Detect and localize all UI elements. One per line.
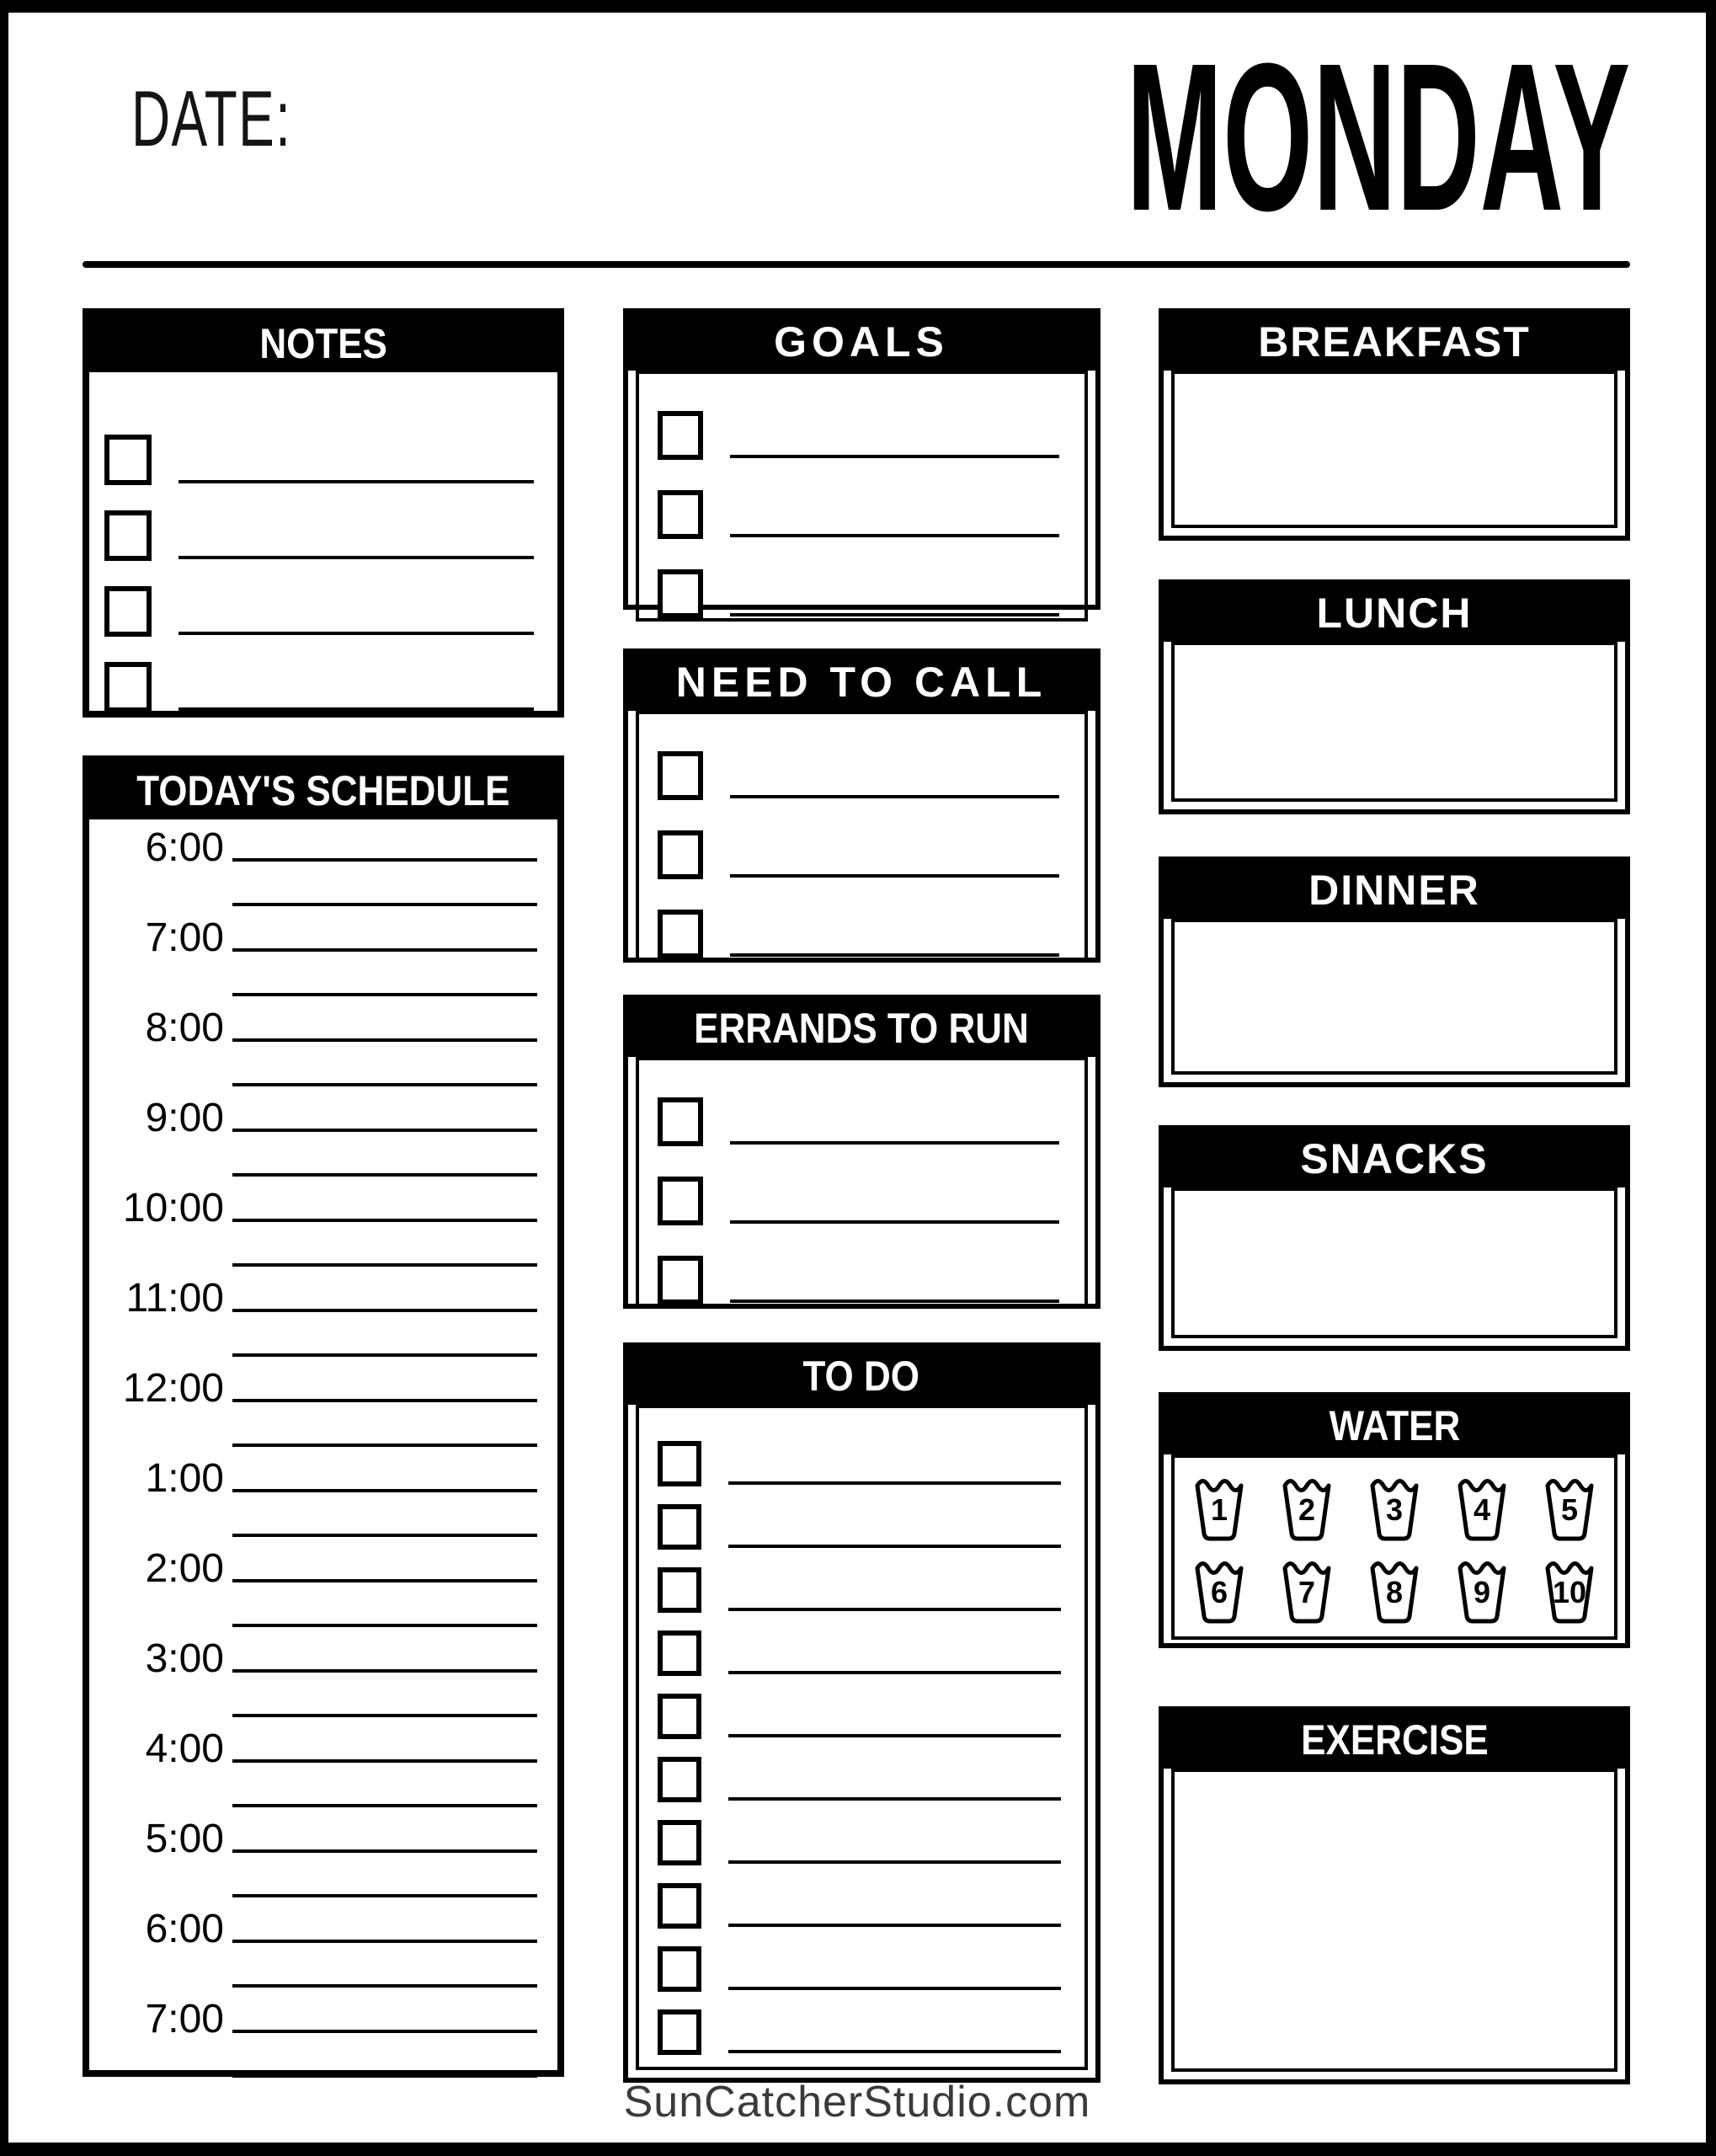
goals-header bbox=[628, 313, 1095, 371]
water-cup-icon[interactable] bbox=[1456, 1554, 1508, 1625]
schedule-line[interactable] bbox=[232, 1083, 537, 1086]
time-label: 11:00 bbox=[125, 1275, 224, 1321]
checklist-row bbox=[89, 409, 557, 485]
goals-title: GOALS bbox=[774, 318, 949, 366]
dinner-write-area[interactable] bbox=[1171, 919, 1617, 1075]
water-cup-row bbox=[1193, 1554, 1596, 1625]
time-label: 7:00 bbox=[145, 915, 224, 960]
cup-number: 7 bbox=[1298, 1575, 1316, 1609]
notes-body bbox=[89, 372, 557, 712]
right-column bbox=[1159, 308, 1630, 2084]
checklist-row bbox=[89, 485, 557, 561]
checkbox[interactable] bbox=[658, 1097, 703, 1146]
write-line[interactable] bbox=[730, 455, 1059, 458]
schedule-half-row bbox=[98, 2036, 537, 2082]
schedule-line[interactable] bbox=[232, 1940, 537, 1943]
time-label: 2:00 bbox=[145, 1545, 224, 1591]
water-cup-icon[interactable] bbox=[1193, 1471, 1245, 1542]
checklist-row bbox=[639, 879, 1084, 958]
write-line[interactable] bbox=[730, 1141, 1059, 1145]
errands-header bbox=[628, 1000, 1095, 1057]
water-cup-icon[interactable] bbox=[1193, 1554, 1245, 1625]
write-line[interactable] bbox=[728, 1671, 1061, 1674]
schedule-row bbox=[98, 1991, 537, 2041]
day-title: MONDAY bbox=[1126, 19, 1630, 254]
cup-number: 6 bbox=[1210, 1575, 1228, 1609]
checklist-row bbox=[639, 721, 1084, 800]
notes-title: NOTES bbox=[259, 320, 387, 367]
cup-number: 9 bbox=[1473, 1575, 1491, 1609]
time-label: 7:00 bbox=[145, 1996, 224, 2041]
middle-column bbox=[623, 308, 1100, 2084]
schedule-line[interactable] bbox=[232, 1353, 537, 1357]
checkbox[interactable] bbox=[658, 569, 703, 618]
checkbox[interactable] bbox=[658, 1504, 701, 1550]
schedule-half-row bbox=[98, 955, 537, 1001]
schedule-row bbox=[98, 819, 537, 870]
write-line[interactable] bbox=[730, 953, 1059, 957]
checklist-row bbox=[639, 1613, 1084, 1676]
schedule-row bbox=[98, 1360, 537, 1411]
schedule-half-row bbox=[98, 1676, 537, 1721]
checkbox[interactable] bbox=[658, 2009, 701, 2055]
checkbox[interactable] bbox=[658, 1630, 701, 1676]
schedule-line[interactable] bbox=[232, 1309, 537, 1312]
write-line[interactable] bbox=[728, 1987, 1061, 1990]
water-tracker bbox=[1171, 1454, 1617, 1640]
schedule-half-row bbox=[98, 1135, 537, 1181]
cup-number: 2 bbox=[1298, 1492, 1316, 1527]
schedule-row bbox=[98, 1721, 537, 1771]
checklist-row bbox=[639, 1067, 1084, 1146]
cup-number: 10 bbox=[1552, 1575, 1587, 1609]
water-cup-icon[interactable] bbox=[1456, 1471, 1508, 1542]
write-line[interactable] bbox=[179, 707, 534, 711]
schedule-line[interactable] bbox=[232, 1399, 537, 1402]
schedule-line[interactable] bbox=[232, 1984, 537, 1988]
water-header bbox=[1164, 1397, 1625, 1454]
cup-number: 5 bbox=[1560, 1492, 1579, 1527]
goals-section bbox=[623, 308, 1100, 610]
water-cup-icon[interactable] bbox=[1281, 1471, 1333, 1542]
write-line[interactable] bbox=[730, 613, 1059, 616]
schedule-line[interactable] bbox=[232, 1219, 537, 1222]
schedule-half-row bbox=[98, 1856, 537, 1902]
left-column bbox=[83, 308, 564, 2084]
checkbox[interactable] bbox=[104, 435, 152, 485]
checkbox[interactable] bbox=[658, 1883, 701, 1929]
breakfast-title: BREAKFAST bbox=[1258, 318, 1531, 366]
schedule-row bbox=[98, 1270, 537, 1321]
write-line[interactable] bbox=[730, 874, 1059, 878]
time-label: 1:00 bbox=[145, 1455, 224, 1501]
checkbox[interactable] bbox=[658, 490, 703, 539]
checklist-row bbox=[639, 1423, 1084, 1486]
schedule-line[interactable] bbox=[232, 1173, 537, 1177]
checkbox[interactable] bbox=[658, 830, 703, 879]
lunch-section bbox=[1159, 579, 1630, 814]
schedule-line[interactable] bbox=[232, 1129, 537, 1132]
write-line[interactable] bbox=[728, 1608, 1061, 1611]
cup-number: 3 bbox=[1385, 1492, 1404, 1527]
time-label: 9:00 bbox=[145, 1095, 224, 1140]
lunch-header bbox=[1164, 584, 1625, 642]
schedule-title: TODAY'S SCHEDULE bbox=[136, 767, 510, 814]
lunch-write-area[interactable] bbox=[1171, 642, 1617, 802]
exercise-title: EXERCISE bbox=[1300, 1716, 1489, 1764]
checkbox[interactable] bbox=[104, 586, 152, 637]
write-line[interactable] bbox=[728, 1860, 1061, 1864]
dinner-header bbox=[1164, 862, 1625, 919]
errands-body bbox=[636, 1057, 1088, 1308]
water-cup-icon[interactable] bbox=[1368, 1471, 1420, 1542]
schedule-line[interactable] bbox=[232, 1849, 537, 1853]
breakfast-write-area[interactable] bbox=[1171, 371, 1617, 528]
exercise-section bbox=[1159, 1706, 1630, 2084]
schedule-line[interactable] bbox=[232, 1804, 537, 1807]
schedule-row bbox=[98, 1450, 537, 1501]
snacks-title: SNACKS bbox=[1300, 1135, 1489, 1182]
cup-number: 4 bbox=[1473, 1492, 1491, 1527]
schedule-section bbox=[83, 755, 564, 2077]
header-divider bbox=[83, 261, 1630, 268]
dinner-title: DINNER bbox=[1308, 867, 1480, 914]
write-line[interactable] bbox=[728, 1734, 1061, 1737]
write-line[interactable] bbox=[730, 795, 1059, 798]
need-to-call-body bbox=[636, 711, 1088, 962]
schedule-line[interactable] bbox=[232, 993, 537, 996]
schedule-line[interactable] bbox=[232, 858, 537, 862]
time-label: 6:00 bbox=[145, 825, 224, 870]
breakfast-header bbox=[1164, 313, 1625, 371]
snacks-header bbox=[1164, 1130, 1625, 1187]
checkbox[interactable] bbox=[104, 510, 152, 561]
checklist-row bbox=[639, 1146, 1084, 1225]
exercise-write-area[interactable] bbox=[1171, 1769, 1617, 2072]
todo-header bbox=[628, 1348, 1095, 1405]
checklist-row bbox=[639, 1225, 1084, 1305]
schedule-row bbox=[98, 1090, 537, 1140]
schedule-half-row bbox=[98, 1315, 537, 1361]
checklist-row bbox=[639, 1865, 1084, 1929]
schedule-row bbox=[98, 1811, 537, 1861]
schedule-header bbox=[89, 762, 557, 819]
schedule-line[interactable] bbox=[232, 948, 537, 952]
todo-section bbox=[623, 1342, 1100, 2083]
errands-section bbox=[623, 995, 1100, 1309]
schedule-line[interactable] bbox=[232, 903, 537, 906]
write-line[interactable] bbox=[179, 480, 534, 483]
checkbox[interactable] bbox=[658, 1946, 701, 1992]
need-to-call-header bbox=[628, 654, 1095, 711]
notes-header bbox=[89, 315, 557, 372]
schedule-row bbox=[98, 1540, 537, 1591]
schedule-line[interactable] bbox=[232, 1894, 537, 1897]
schedule-half-row bbox=[98, 1406, 537, 1451]
checkbox[interactable] bbox=[658, 1757, 701, 1802]
schedule-row bbox=[98, 1630, 537, 1681]
schedule-half-row bbox=[98, 1225, 537, 1271]
schedule-line[interactable] bbox=[232, 2030, 537, 2033]
water-title: WATER bbox=[1329, 1402, 1460, 1449]
checkbox[interactable] bbox=[658, 751, 703, 800]
schedule-line[interactable] bbox=[232, 1038, 537, 1042]
dinner-section bbox=[1159, 857, 1630, 1087]
checkbox[interactable] bbox=[104, 662, 152, 712]
checklist-row bbox=[89, 637, 557, 712]
checklist-row bbox=[89, 561, 557, 637]
footer-site: SunCatcherStudio.com bbox=[623, 2078, 1091, 2127]
water-cup-icon[interactable] bbox=[1368, 1554, 1420, 1625]
lunch-title: LUNCH bbox=[1316, 590, 1473, 637]
time-label: 4:00 bbox=[145, 1726, 224, 1771]
schedule-half-row bbox=[98, 1766, 537, 1812]
write-line[interactable] bbox=[728, 1545, 1061, 1548]
errands-title: ERRANDS TO RUN bbox=[694, 1005, 1029, 1052]
notes-section bbox=[83, 308, 564, 718]
schedule-line[interactable] bbox=[232, 1624, 537, 1627]
schedule-line[interactable] bbox=[232, 1534, 537, 1537]
water-cup-row bbox=[1193, 1471, 1596, 1542]
time-label: 3:00 bbox=[145, 1636, 224, 1681]
schedule-half-row bbox=[98, 1496, 537, 1541]
write-line[interactable] bbox=[179, 632, 534, 635]
schedule-row bbox=[98, 1180, 537, 1230]
write-line[interactable] bbox=[730, 534, 1059, 537]
checkbox[interactable] bbox=[658, 1256, 703, 1305]
checkbox[interactable] bbox=[658, 1441, 701, 1486]
write-line[interactable] bbox=[728, 1797, 1061, 1801]
water-section bbox=[1159, 1392, 1630, 1648]
checklist-row bbox=[639, 1739, 1084, 1802]
need-to-call-section bbox=[623, 648, 1100, 963]
snacks-section bbox=[1159, 1125, 1630, 1351]
schedule-line[interactable] bbox=[232, 1759, 537, 1763]
checkbox[interactable] bbox=[658, 1820, 701, 1865]
todo-title: TO DO bbox=[802, 1353, 920, 1400]
checkbox[interactable] bbox=[658, 1567, 701, 1613]
schedule-line[interactable] bbox=[232, 1579, 537, 1582]
write-line[interactable] bbox=[728, 2050, 1061, 2053]
water-cup-icon[interactable] bbox=[1543, 1554, 1596, 1625]
checklist-row bbox=[639, 1992, 1084, 2055]
time-label: 10:00 bbox=[122, 1185, 224, 1230]
checklist-row bbox=[639, 539, 1084, 618]
checkbox[interactable] bbox=[658, 411, 703, 460]
write-line[interactable] bbox=[728, 1481, 1061, 1485]
schedule-line[interactable] bbox=[232, 1714, 537, 1717]
schedule-half-row bbox=[98, 1045, 537, 1091]
checklist-row bbox=[639, 800, 1084, 879]
checklist-row bbox=[639, 1802, 1084, 1865]
schedule-line[interactable] bbox=[232, 1489, 537, 1492]
checklist-row bbox=[639, 1486, 1084, 1550]
water-cup-icon[interactable] bbox=[1543, 1471, 1596, 1542]
write-line[interactable] bbox=[179, 556, 534, 559]
checklist-row bbox=[639, 1676, 1084, 1739]
cup-number: 8 bbox=[1385, 1575, 1404, 1609]
schedule-body bbox=[89, 819, 557, 2081]
water-cup-icon[interactable] bbox=[1281, 1554, 1333, 1625]
time-label: 5:00 bbox=[145, 1816, 224, 1861]
checkbox[interactable] bbox=[658, 910, 703, 958]
breakfast-section bbox=[1159, 308, 1630, 541]
need-to-call-title: NEED TO CALL bbox=[675, 659, 1047, 706]
time-label: 12:00 bbox=[122, 1365, 224, 1411]
time-label: 8:00 bbox=[145, 1005, 224, 1050]
checklist-row bbox=[639, 1929, 1084, 1992]
date-label: DATE: bbox=[131, 74, 292, 163]
schedule-row bbox=[98, 910, 537, 960]
schedule-half-row bbox=[98, 1586, 537, 1631]
checklist-row bbox=[639, 381, 1084, 460]
footer bbox=[8, 2077, 1706, 2127]
exercise-header bbox=[1164, 1711, 1625, 1769]
todo-body bbox=[636, 1405, 1088, 2070]
schedule-half-row bbox=[98, 1946, 537, 1992]
cup-number: 1 bbox=[1210, 1492, 1228, 1527]
content-columns bbox=[83, 308, 1630, 2084]
schedule-half-row bbox=[98, 865, 537, 910]
snacks-write-area[interactable] bbox=[1171, 1187, 1617, 1338]
checkbox[interactable] bbox=[658, 1177, 703, 1225]
write-line[interactable] bbox=[728, 1924, 1061, 1927]
write-line[interactable] bbox=[730, 1220, 1059, 1224]
write-line[interactable] bbox=[730, 1299, 1059, 1303]
goals-body bbox=[636, 371, 1088, 622]
checklist-row bbox=[639, 460, 1084, 539]
page-header bbox=[83, 19, 1630, 254]
schedule-row bbox=[98, 1901, 537, 1951]
schedule-line[interactable] bbox=[232, 1263, 537, 1267]
checklist-row bbox=[639, 1550, 1084, 1613]
schedule-line[interactable] bbox=[232, 1669, 537, 1673]
time-label: 6:00 bbox=[145, 1906, 224, 1951]
schedule-line[interactable] bbox=[232, 1444, 537, 1447]
checkbox[interactable] bbox=[658, 1694, 701, 1739]
schedule-row bbox=[98, 1000, 537, 1050]
